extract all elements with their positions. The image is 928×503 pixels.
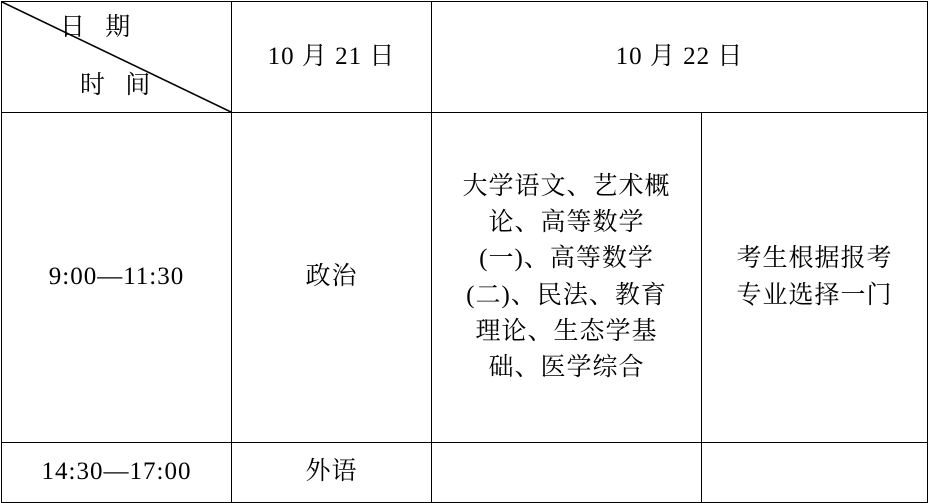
- row-time-morning: 9:00—11:30: [2, 113, 232, 443]
- corner-date-label: 日 期: [60, 14, 138, 41]
- table-row: [2, 113, 928, 443]
- table-row: [2, 443, 928, 503]
- cell-oct22-afternoon-subjects: [432, 443, 702, 503]
- exam-schedule-table-container: [0, 1, 928, 503]
- cell-oct21-afternoon: 外语: [232, 443, 432, 503]
- note-line: 专业选择一门: [736, 281, 893, 309]
- cell-oct22-afternoon-note: [702, 443, 928, 503]
- note-line: 考生根据报考: [736, 245, 893, 273]
- header-corner-cell: [2, 2, 232, 113]
- exam-schedule-table: [1, 1, 928, 503]
- subject-line: 理论、生态学基: [475, 317, 658, 345]
- subject-line: 础、医学综合: [488, 354, 645, 381]
- subject-line: (二)、民法、教育: [466, 281, 667, 309]
- corner-time-label: 时 间: [80, 71, 158, 99]
- table-header-row: [2, 2, 928, 113]
- column-header-oct21: 10 月 21 日: [232, 2, 432, 113]
- subject-line: 大学语文、艺术概: [462, 172, 671, 200]
- cell-oct22-morning-note: [702, 113, 928, 443]
- cell-oct21-morning: 政治: [232, 113, 432, 443]
- cell-oct22-morning-subjects: [432, 113, 702, 443]
- subject-line: (一)、高等数学: [479, 245, 654, 273]
- subject-line: 论、高等数学: [488, 209, 645, 236]
- column-header-oct22: 10 月 22 日: [432, 2, 928, 113]
- row-time-afternoon: 14:30—17:00: [2, 443, 232, 503]
